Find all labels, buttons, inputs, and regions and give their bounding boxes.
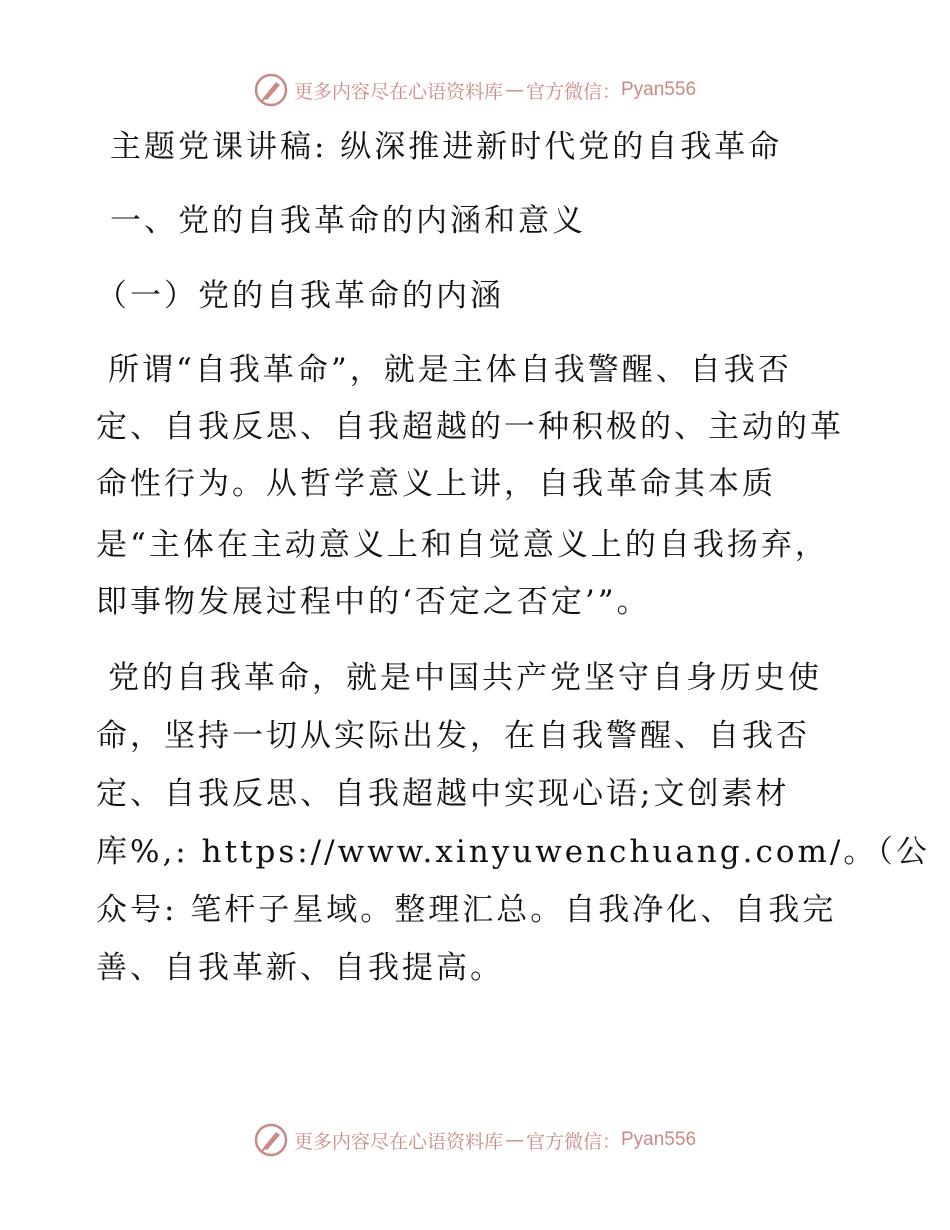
watermark-id: Pyan556 bbox=[621, 1129, 697, 1150]
paragraph-line: 是“主体在主动意义上和自觉意义上的自我扬弃， bbox=[96, 527, 829, 563]
paragraph-line: 即事物发展过程中的‘否定之否定’”。 bbox=[96, 584, 651, 620]
watermark-separator: — bbox=[504, 79, 524, 101]
paragraph-line: 命性行为。从哲学意义上讲，自我革命其本质 bbox=[96, 466, 776, 502]
paragraph-line: 定、自我反思、自我超越中实现心语;文创素材 bbox=[96, 776, 790, 812]
watermark-id: Pyan556 bbox=[621, 79, 697, 100]
paragraph-line: 所谓“自我革命”，就是主体自我警醒、自我否 bbox=[108, 352, 792, 388]
document-title: 主题党课讲稿: 纵深推进新时代党的自我革命 bbox=[110, 129, 783, 165]
quill-logo-icon bbox=[254, 1123, 288, 1157]
footer-watermark bbox=[0, 1120, 950, 1160]
watermark-text: 更多内容尽在心语资料库 bbox=[293, 1130, 503, 1153]
paragraph-line: 善、自我革新、自我提高。 bbox=[96, 950, 504, 986]
paragraph-line: 定、自我反思、自我超越的一种积极的、主动的革 bbox=[96, 409, 844, 445]
paragraph-line: 党的自我革命，就是中国共产党坚守自身历史使 bbox=[108, 660, 822, 696]
paragraph-line: 众号: 笔杆子星域。整理汇总。自我净化、自我完 bbox=[96, 892, 837, 928]
section-heading: 一、党的自我革命的内涵和意义 bbox=[110, 203, 586, 239]
watermark-separator: — bbox=[504, 1129, 524, 1151]
header-watermark bbox=[0, 70, 950, 110]
watermark-label: 官方微信： bbox=[525, 1130, 621, 1153]
quill-logo-icon bbox=[254, 73, 288, 107]
subsection-heading: （一）党的自我革命的内涵 bbox=[96, 278, 504, 314]
watermark-label: 官方微信： bbox=[525, 80, 621, 103]
paragraph-line: 库%,: https://www.xinyuwenchuang.com/。（公 bbox=[96, 834, 930, 870]
paragraph-line: 命，坚持一切从实际出发，在自我警醒、自我否 bbox=[96, 718, 810, 754]
watermark-text: 更多内容尽在心语资料库 bbox=[293, 80, 503, 103]
